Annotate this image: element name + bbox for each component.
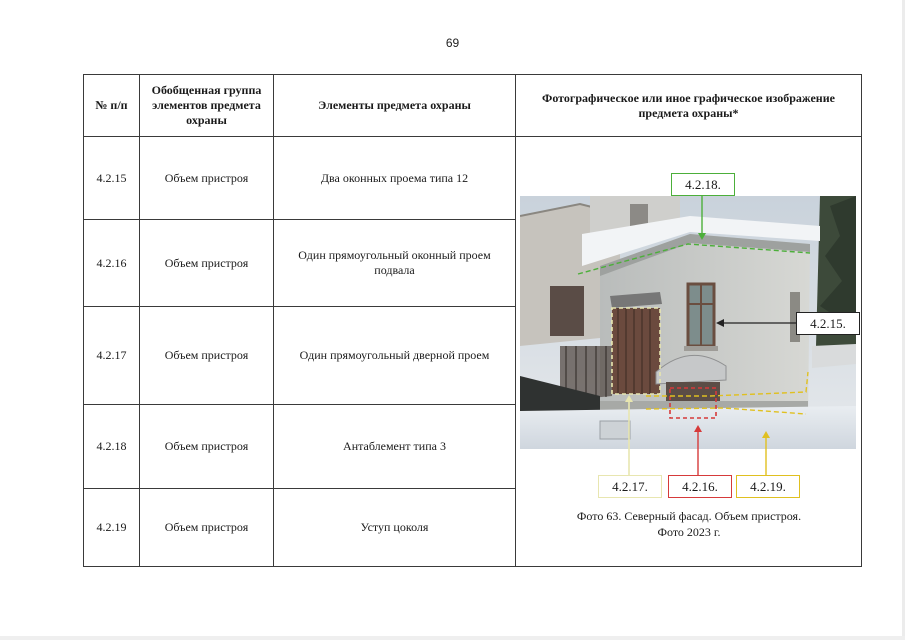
row-element: Один прямоугольный оконный проем подвала (274, 220, 516, 307)
caption-line-1: Фото 63. Северный фасад. Объем пристроя. (576, 509, 802, 523)
callout-4-2-16: 4.2.16. (668, 475, 732, 498)
scan-bottom-edge (0, 636, 905, 640)
photo-caption (516, 509, 862, 540)
page-number: 69 (445, 36, 460, 50)
row-num: 4.2.19 (84, 489, 140, 567)
caption-line-2: Фото 2023 г. (657, 524, 721, 539)
row-element: Два оконных проема типа 12 (274, 137, 516, 220)
header-group: Обобщенная группа элементов предмета охраны (140, 75, 274, 137)
photo-area (516, 137, 862, 567)
row-group: Объем пристроя (140, 137, 274, 220)
row-num: 4.2.15 (84, 137, 140, 220)
row-element: Один прямоугольный дверной проем (274, 307, 516, 405)
header-elements: Элементы предмета охраны (274, 75, 516, 137)
row-num: 4.2.16 (84, 220, 140, 307)
row-group: Объем пристроя (140, 405, 274, 489)
row-element: Уступ цоколя (274, 489, 516, 567)
callout-4-2-19: 4.2.19. (736, 475, 800, 498)
table-header-row (84, 75, 862, 137)
callout-4-2-17: 4.2.17. (598, 475, 662, 498)
header-num: № п/п (84, 75, 140, 137)
table-row (84, 137, 862, 220)
header-image: Фотографическое или иное графическое изображение предмета охраны* (516, 75, 862, 137)
row-group: Объем пристроя (140, 489, 274, 567)
callout-4-2-18: 4.2.18. (671, 173, 735, 196)
photo-cell (516, 137, 862, 567)
row-group: Объем пристроя (140, 220, 274, 307)
row-element: Антаблемент типа 3 (274, 405, 516, 489)
protection-table (83, 74, 862, 567)
row-num: 4.2.18 (84, 405, 140, 489)
row-group: Объем пристроя (140, 307, 274, 405)
row-num: 4.2.17 (84, 307, 140, 405)
callout-4-2-15: 4.2.15. (796, 312, 860, 335)
callout-leaders (516, 137, 862, 567)
